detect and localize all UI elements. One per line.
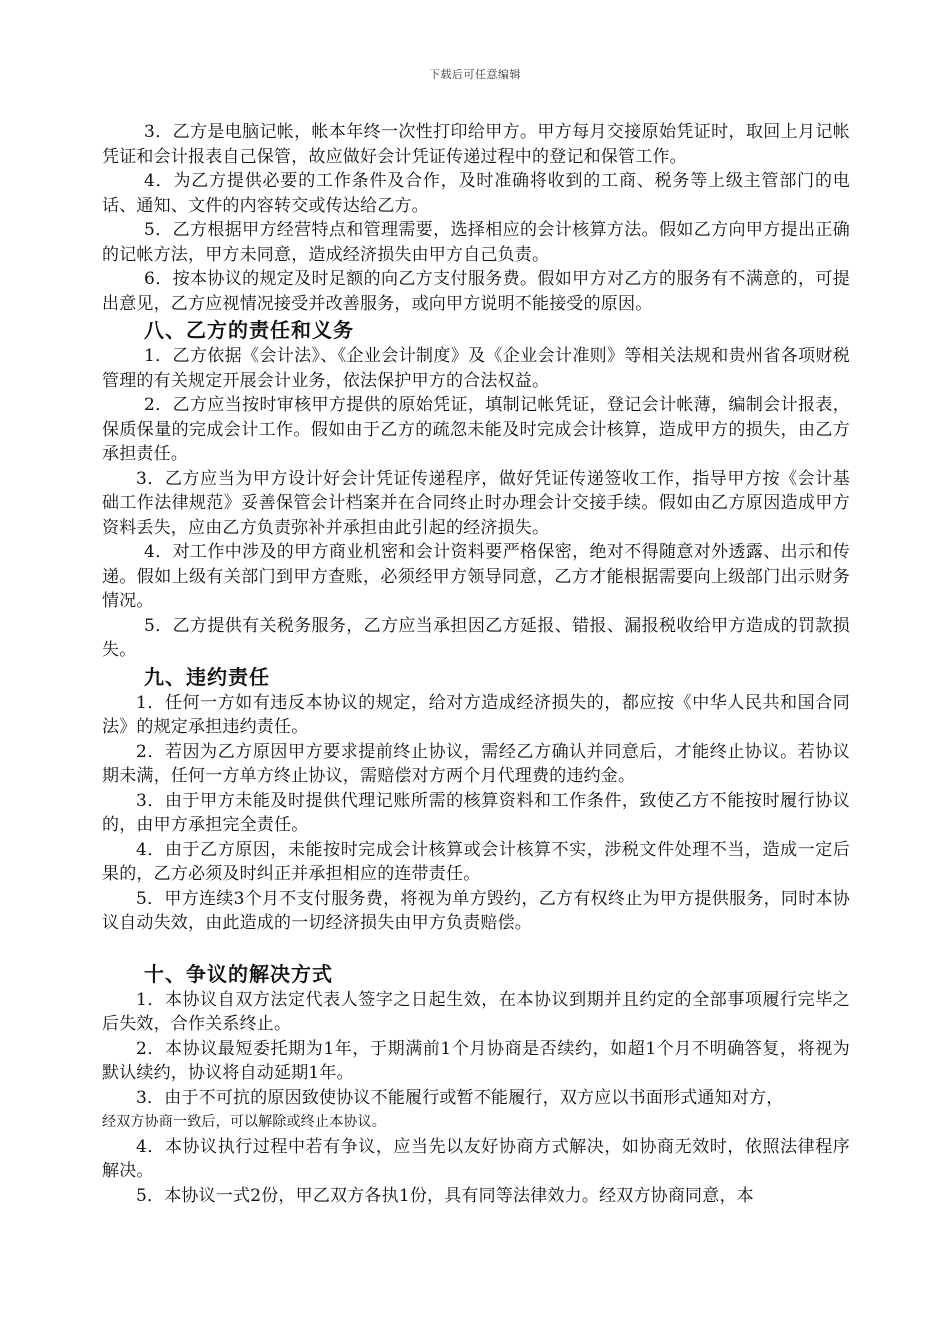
paragraph: 2．若因为乙方原因甲方要求提前终止协议，需经乙方确认并同意后，才能终止协议。若协议期未满，任何一方单方终止协议，需赔偿对方两个月代理费的违约金。 (102, 741, 850, 786)
page-header: 下载后可任意编辑 (429, 68, 521, 81)
paragraph: 5．乙方提供有关税务服务，乙方应当承担因乙方延报、错报、漏报税收给甲方造成的罚款损失。 (102, 615, 850, 660)
paragraph: 4．为乙方提供必要的工作条件及合作，及时准确将收到的工商、税务等上级主管部门的电话、通知、文件的内容转交或传达给乙方。 (102, 171, 850, 216)
spacer (102, 936, 850, 960)
paragraph: 5．本协议一式2份，甲乙双方各执1份，具有同等法律效力。经双方协商同意，本 (136, 1185, 754, 1206)
paragraph: 3．由于甲方未能及时提供代理记账所需的核算资料和工作条件，致使乙方不能按时履行协议的，由甲方承担完全责任。 (102, 790, 850, 835)
section-heading: 八、乙方的责任和义务 (144, 318, 354, 342)
paragraph: 4．对工作中涉及的甲方商业机密和会计资料要严格保密，绝对不得随意对外透露、出示和传递。假如上级有关部门到甲方查账，必须经甲方领导同意，乙方才能根据需要向上级部门出示财务情况。 (102, 542, 850, 611)
section-heading: 十、争议的解决方式 (144, 961, 333, 986)
paragraph: 1．任何一方如有违反本协议的规定，给对方造成经济损失的，都应按《中华人民共和国合同法》的规定承担违约责任。 (102, 692, 850, 737)
paragraph: 4．本协议执行过程中若有争议，应当先以友好协商方式解决，如协商无效时，依照法律程序解决。 (102, 1136, 850, 1181)
paragraph: 2．乙方应当按时审核甲方提供的原始凭证，填制记帐凭证，登记会计帐薄，编制会计报表，保质保量的完成会计工作。假如由于乙方的疏忽未能及时完成会计核算，造成甲方的损失，由乙方承担责任。 (102, 395, 850, 464)
paragraph: 3．由于不可抗的原因致使协议不能履行或暂不能履行，双方应以书面形式通知对方， (136, 1087, 784, 1108)
paragraph: 6．按本协议的规定及时足额的向乙方支付服务费。假如甲方对乙方的服务有不满意的，可提出意见，乙方应视情况接受并改善服务，或向甲方说明不能接受的原因。 (102, 269, 850, 314)
paragraph: 3．乙方是电脑记帐，帐本年终一次性打印给甲方。甲方每月交接原始凭证时，取回上月记帐凭证和会计报表自己保管，故应做好会计凭证传递过程中的登记和保管工作。 (102, 122, 850, 167)
document-body (102, 120, 850, 1208)
section-heading: 九、违约责任 (144, 664, 270, 689)
paragraph: 5．乙方根据甲方经营特点和管理需要，选择相应的会计核算方法。假如乙方向甲方提出正确的记帐方法，甲方未同意，造成经济损失由甲方自己负责。 (102, 220, 850, 265)
paragraph: 2．本协议最短委托期为1年，于期满前1个月协商是否续约，如超1个月不明确答复，将视为默认续约，协议将自动延期1年。 (102, 1038, 850, 1083)
paragraph: 1．本协议自双方法定代表人签字之日起生效，在本协议到期并且约定的全部事项履行完毕之后失效，合作关系终止。 (102, 989, 850, 1034)
paragraph: 经双方协商一致后，可以解除或终止本协议。 (102, 1114, 386, 1130)
paragraph: 1．乙方依据《会计法》、《企业会计制度》及《企业会计准则》等相关法规和贵州省各项财税管理的有关规定开展会计业务，依法保护甲方的合法权益。 (102, 346, 850, 391)
paragraph: 4．由于乙方原因，未能按时完成会计核算或会计核算不实，涉税文件处理不当，造成一定后果的，乙方必须及时纠正并承担相应的连带责任。 (102, 839, 850, 884)
paragraph: 3．乙方应当为甲方设计好会计凭证传递程序，做好凭证传递签收工作，指导甲方按《会计基础工作法律规范》妥善保管会计档案并在合同终止时办理会计交接手续。假如由乙方原因造成甲方资料丢失，应由乙方负责弥补并承担由此引起的经济损失。 (102, 468, 850, 538)
paragraph: 5．甲方连续3个月不支付服务费，将视为单方毁约，乙方有权终止为甲方提供服务，同时本协议自动失效，由此造成的一切经济损失由甲方负责赔偿。 (102, 888, 850, 933)
